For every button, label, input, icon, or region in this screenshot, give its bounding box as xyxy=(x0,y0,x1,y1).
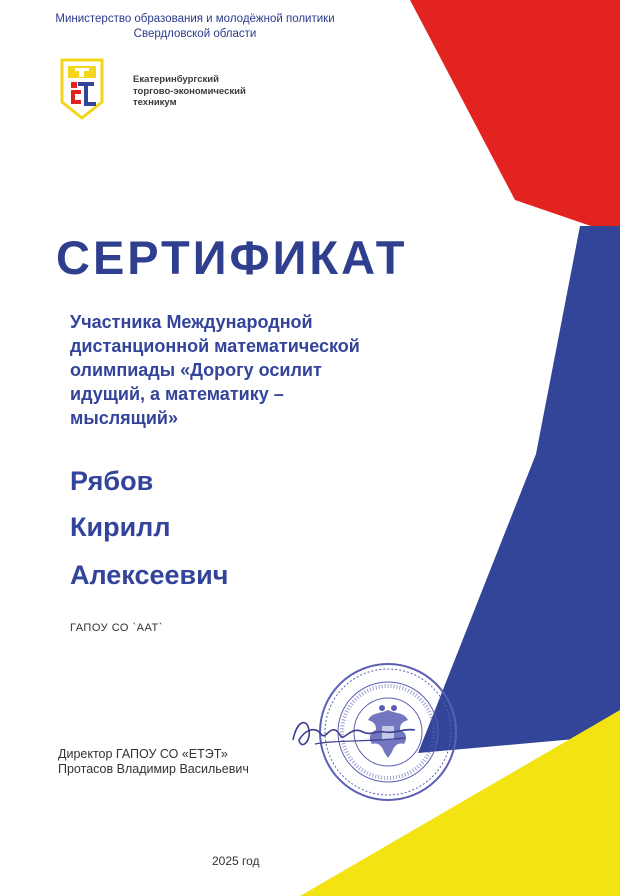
certificate-title: СЕРТИФИКАТ xyxy=(56,231,408,284)
director-block xyxy=(58,747,249,777)
ministry-line-2: Свердловской области xyxy=(133,28,257,40)
recipient-patronymic: Алексеевич xyxy=(70,560,229,590)
certificate-year: 2025 год xyxy=(212,854,260,868)
director-name: Протасов Владимир Васильевич xyxy=(58,762,249,776)
director-title: Директор ГАПОУ СО «ЕТЭТ» xyxy=(58,747,228,761)
recipient-first-name: Кирилл xyxy=(70,512,171,542)
college-name xyxy=(133,74,246,109)
college-name-line-2: торгово-экономический xyxy=(133,85,246,97)
recipient-surname: Рябов xyxy=(70,466,154,496)
certificate-description: Участника Международной дистанционной математической олимпиады «Дорогу осилит идущий, а математику – мыслящий» xyxy=(70,312,360,428)
college-logo-icon xyxy=(60,58,104,120)
red-shape xyxy=(410,0,620,236)
college-name-line-1: Екатеринбургский xyxy=(133,74,219,85)
recipient-institution: ГАПОУ СО `ААТ` xyxy=(70,622,163,634)
ministry-line-1: Министерство образования и молодёжной политики xyxy=(55,13,335,25)
director-signature-icon xyxy=(285,700,435,760)
college-name-line-3: техникум xyxy=(133,97,177,108)
ministry-header xyxy=(30,12,360,42)
